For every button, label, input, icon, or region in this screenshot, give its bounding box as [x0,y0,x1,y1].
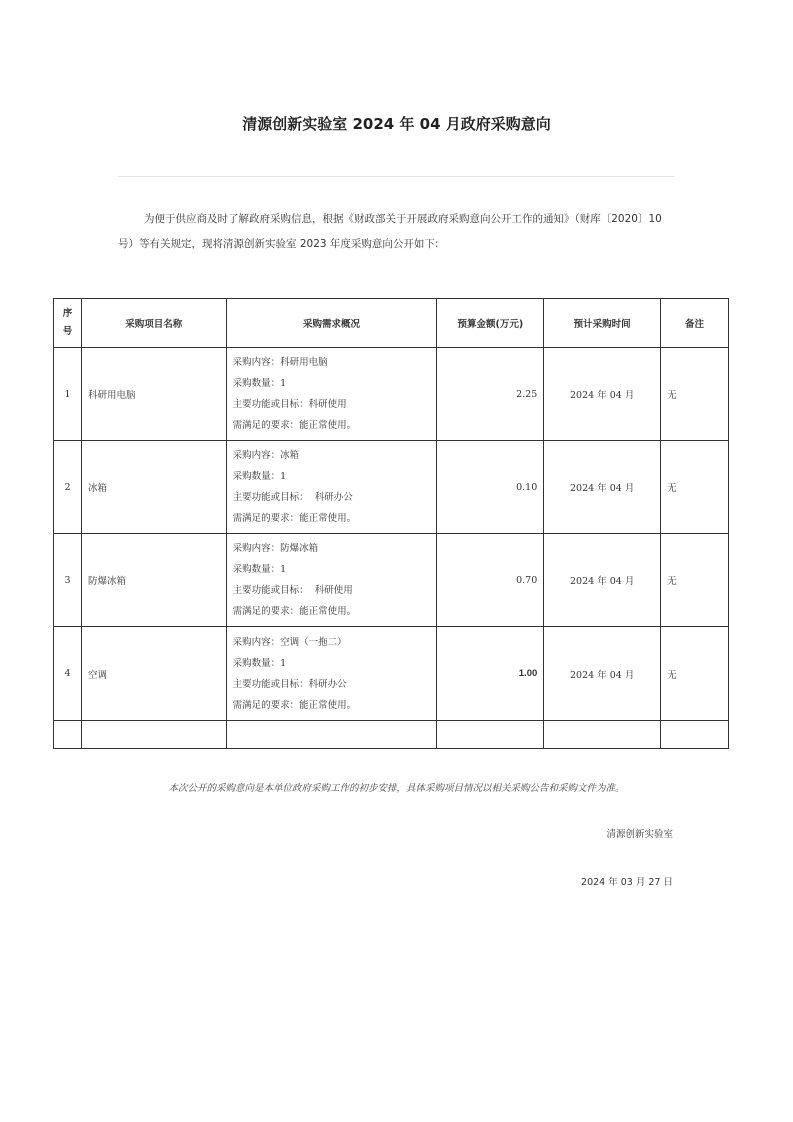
desc-line: 采购数量：1 [232,471,287,482]
table-row [54,627,729,721]
row-name: 科研用电脑 [81,348,226,441]
desc-line: 需满足的要求：能正常使用。 [232,606,357,617]
row-name: 防爆冰箱 [81,534,226,627]
row-time: 2024 年 04 月 [544,441,661,534]
publish-date: 2024 年 03 月 27 日 [581,877,673,888]
header-name: 采购项目名称 [81,299,226,348]
desc-line: 需满足的要求：能正常使用。 [232,513,357,524]
empty-cell [226,721,437,749]
desc-line: 需满足的要求：能正常使用。 [232,699,357,711]
header-seq-bottom: 号 [62,326,73,337]
desc-line: 采购内容：冰箱 [232,450,300,461]
row-note: 无 [661,441,729,534]
table-row [54,534,729,627]
table-row [54,348,729,441]
desc-line: 需满足的要求：能正常使用。 [232,420,357,431]
empty-cell [437,721,544,749]
row-budget: 2.25 [437,348,544,441]
empty-cell [661,721,729,749]
header-desc: 采购需求概况 [226,299,437,348]
row-desc [226,627,437,721]
header-note: 备注 [661,299,729,348]
desc-line: 主要功能或目标：科研使用 [232,399,347,410]
row-name: 空调 [81,627,226,721]
row-seq: 3 [54,534,82,627]
row-time: 2024 年 04 月 [544,348,661,441]
desc-line: 采购内容：科研用电脑 [232,357,328,368]
header-time: 预计采购时间 [544,299,661,348]
desc-line: 采购内容：防爆冰箱 [232,543,319,554]
footnote: 本次公开的采购意向是本单位政府采购工作的初步安排，具体采购项目情况以相关采购公告和采购文件为准。 [168,783,625,794]
row-time: 2024 年 04 月 [544,627,661,721]
desc-line: 主要功能或目标： 科研使用 [232,585,353,596]
row-budget: 1.00 [437,627,544,721]
row-time: 2024 年 04 月 [544,534,661,627]
row-note: 无 [661,534,729,627]
table-row [54,441,729,534]
row-desc [226,441,437,534]
header-budget: 预算金额(万元) [437,299,544,348]
row-seq: 1 [54,348,82,441]
table-header-row [54,299,729,348]
row-seq: 2 [54,441,82,534]
page-title: 清源创新实验室 2024 年 04 月政府采购意向 [242,115,551,133]
desc-line: 主要功能或目标： 科研办公 [232,492,353,503]
empty-cell [81,721,226,749]
row-desc [226,534,437,627]
row-budget: 0.70 [437,534,544,627]
row-name: 冰箱 [81,441,226,534]
row-desc [226,348,437,441]
desc-line: 采购内容：空调（一拖二） [232,636,347,648]
empty-cell [544,721,661,749]
signer: 清源创新实验室 [606,829,673,840]
empty-cell [54,721,82,749]
row-note: 无 [661,348,729,441]
procurement-table [53,298,729,749]
row-note: 无 [661,627,729,721]
row-seq: 4 [54,627,82,721]
title-divider [118,176,675,177]
table-row-empty [54,721,729,749]
desc-line: 采购数量：1 [232,657,287,669]
header-seq-top: 序 [62,308,73,319]
header-seq [54,299,82,348]
desc-line: 采购数量：1 [232,378,287,389]
desc-line: 主要功能或目标：科研办公 [232,678,347,690]
desc-line: 采购数量：1 [232,564,287,575]
row-budget: 0.10 [437,441,544,534]
intro-paragraph: 为便于供应商及时了解政府采购信息，根据《财政部关于开展政府采购意向公开工作的通知》（财库〔2020〕10 号）等有关规定，现将清源创新实验室 2023 年度采购意向公开如下: [118,213,662,250]
